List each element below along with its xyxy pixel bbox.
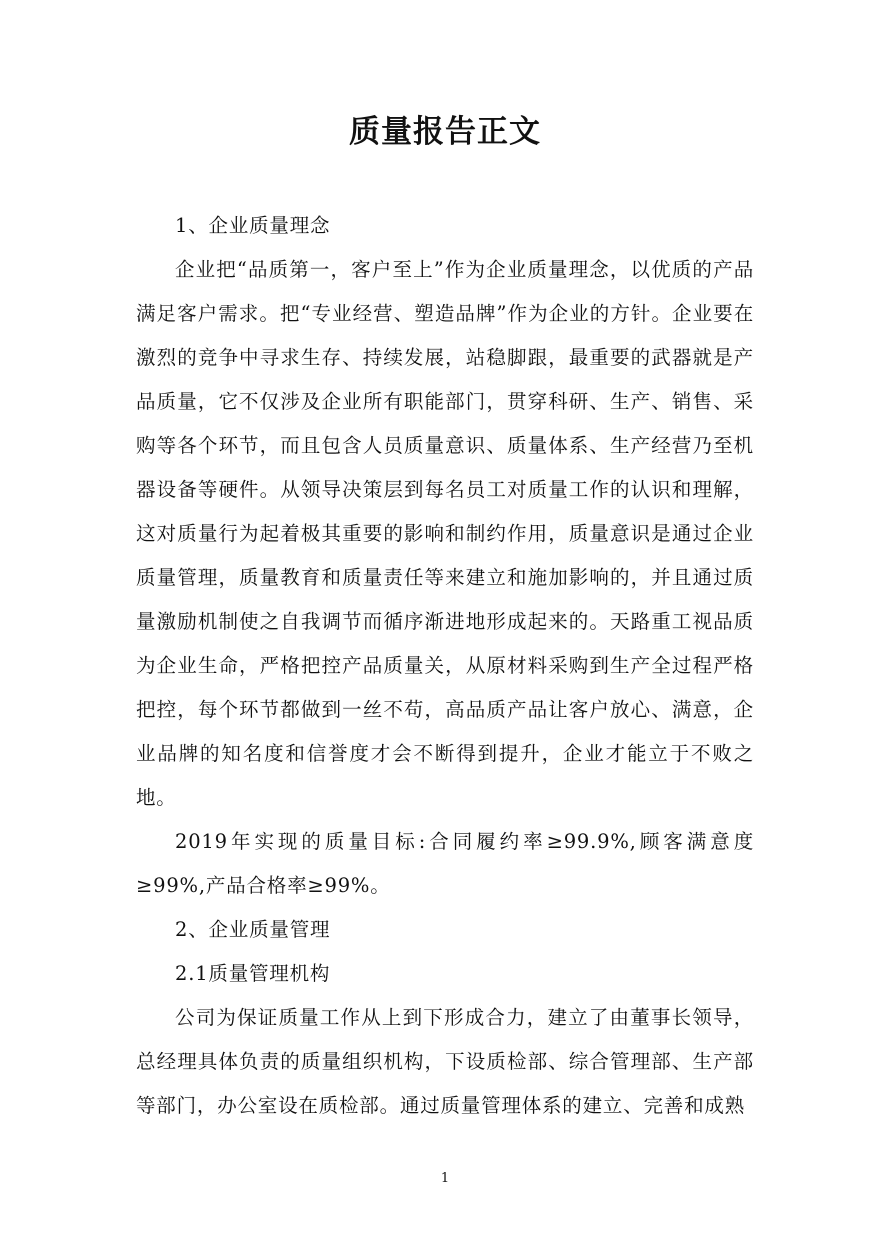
section-2-heading: 2、企业质量管理	[175, 918, 331, 941]
section-2-1-heading: 2.1质量管理机构	[175, 962, 331, 985]
section-2-1-paragraph-1: 公司为保证质量工作从上到下形成合力，建立了由董事长领导，总经理具体负责的质量组织机构，下设质检部、综合管理部、生产部等部门，办公室设在质检部。通过质量管理体系的建立、完善和成熟	[136, 1006, 754, 1117]
section-1-heading: 1、企业质量理念	[175, 214, 331, 237]
page-number: 1	[440, 1171, 450, 1186]
document-title: 质量报告正文	[349, 114, 541, 150]
document-body	[136, 204, 754, 1128]
section-1-paragraph-2: 2019年实现的质量目标:合同履约率≥99.9%,顾客满意度≥99%,产品合格率≥99%。	[136, 830, 754, 897]
section-1-paragraph-1: 企业把“品质第一，客户至上”作为企业质量理念，以优质的产品满足客户需求。把“专业经营、塑造品牌”作为企业的方针。企业要在激烈的竞争中寻求生存、持续发展，站稳脚跟，最重要的武器就是产品质量，它不仅涉及企业所有职能部门，贯穿科研、生产、销售、采购等各个环节，而且包含人员质量意识、质量体系、生产经营乃至机器设备等硬件。从领导决策层到每名员工对质量工作的认识和理解，这对质量行为起着极其重要的影响和制约作用，质量意识是通过企业质量管理，质量教育和质量责任等来建立和施加影响的，并且通过质量激励机制使之自我调节而循序渐进地形成起来的。天路重工视品质为企业生命，严格把控产品质量关，从原材料采购到生产全过程严格把控，每个环节都做到一丝不苟，高品质产品让客户放心、满意，企业品牌的知名度和信誉度才会不断得到提升，企业才能立于不败之地。	[136, 258, 754, 809]
